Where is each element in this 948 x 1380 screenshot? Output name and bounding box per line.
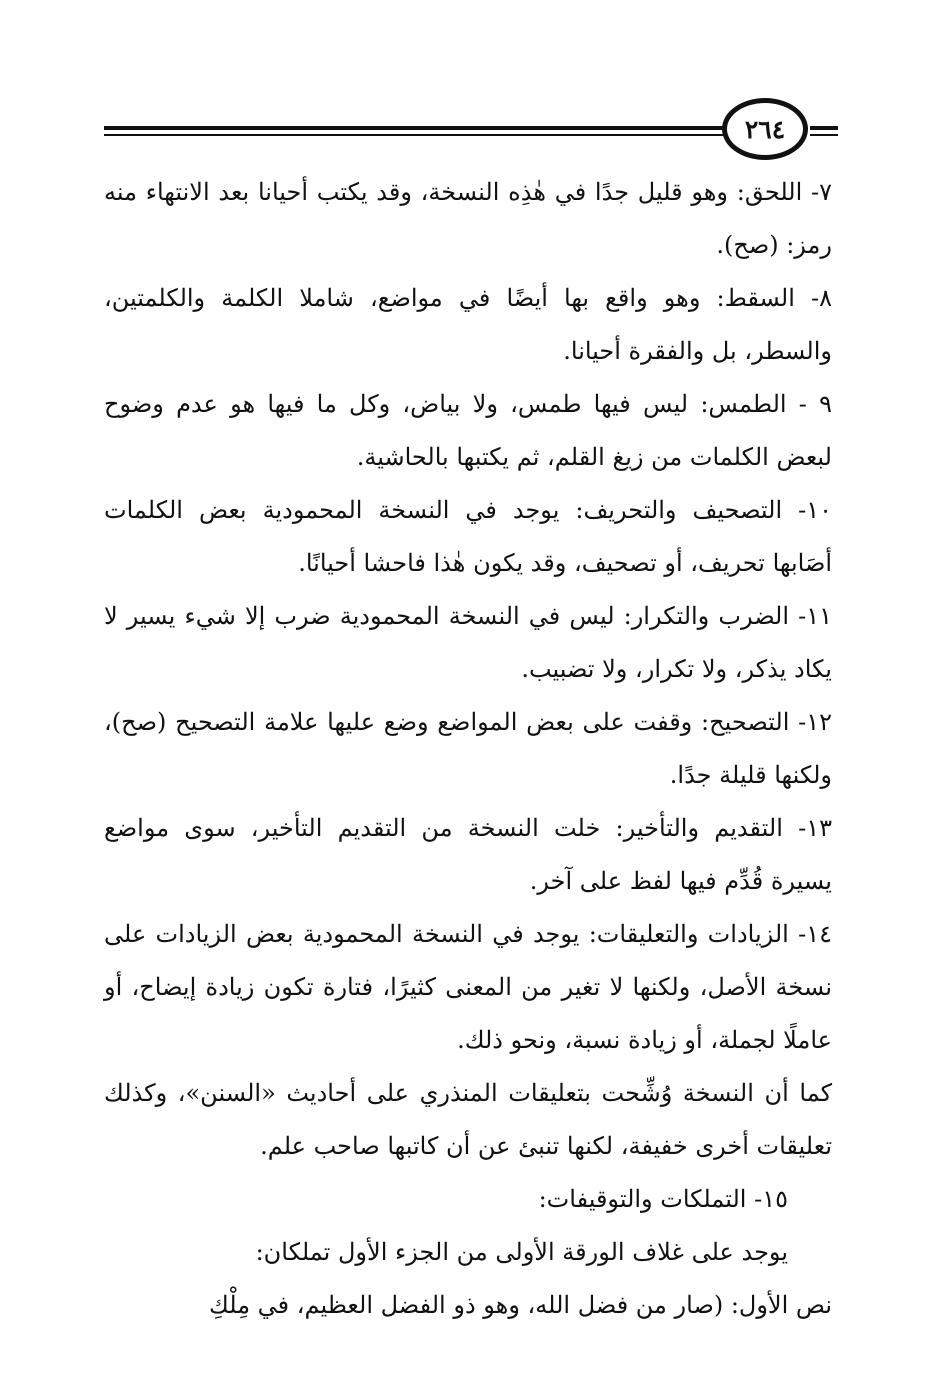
header-rule-thin xyxy=(104,134,726,136)
paragraph-item-10: ١٠- التصحيف والتحريف: يوجد في النسخة المحمودية بعض الكلمات أصَابها تحريف، أو تصحيف، وقد يكون هٰذا فاحشا أحيانًا. xyxy=(104,496,832,577)
paragraph-item-13: ١٣- التقديم والتأخير: خلت النسخة من التقديم التأخير، سوى مواضع يسيرة قُدِّم فيها لفظ على آخر. xyxy=(104,814,832,895)
header-rule-right-thick xyxy=(810,126,838,130)
page-body-text xyxy=(104,166,832,1332)
paragraph-commentary: كما أن النسخة وُشِّحت بتعليقات المنذري على أحاديث «السنن»، وكذلك تعليقات أخرى خفيفة، لكنها تنبئ عن أن كاتبها صاحب علم. xyxy=(104,1079,832,1160)
paragraph-item-11: ١١- الضرب والتكرار: ليس في النسخة المحمودية ضرب إلا شيء يسير لا يكاد يذكر، ولا تكرار، ولا تضبيب. xyxy=(104,602,833,683)
paragraph-item-15: ١٥- التملكات والتوقيفات: xyxy=(538,1185,788,1213)
paragraph-item-9: ٩ - الطمس: ليس فيها طمس، ولا بياض، وكل ما فيها هو عدم وضوح لبعض الكلمات من زيغ القلم، ثم يكتبها بالحاشية. xyxy=(104,390,832,471)
paragraph-item-14: ١٤- الزيادات والتعليقات: يوجد في النسخة المحمودية بعض الزيادات على نسخة الأصل، ولكنها لا تغير من المعنى كثيرًا، فتارة تكون زيادة إيضاح، أو عاملًا لجملة، أو زيادة نسبة، ونحو ذلك. xyxy=(104,920,832,1054)
paragraph-item-8: ٨- السقط: وهو واقع بها أيضًا في مواضع، شاملا الكلمة والكلمتين، والسطر، بل والفقرة أحيانا. xyxy=(104,284,832,365)
paragraph-item-12: ١٢- التصحيح: وقفت على بعض المواضع وضع عليها علامة التصحيح (صح)، ولكنها قليلة جدًا. xyxy=(104,708,832,789)
header-rule-thick xyxy=(104,126,726,130)
header-rule-right-thin xyxy=(810,134,838,136)
page-header xyxy=(104,98,838,168)
paragraph-ownership-intro: يوجد على غلاف الورقة الأولى من الجزء الأول تملكان: xyxy=(255,1238,788,1266)
page-number: ٢٦٤ xyxy=(722,98,808,160)
paragraph-item-7: ٧- اللحق: وهو قليل جدًا في هٰذِه النسخة، وقد يكتب أحيانا بعد الانتهاء منه رمز: (صح). xyxy=(104,178,832,259)
paragraph-ownership-first: نص الأول: (صار من فضل الله، وهو ذو الفضل العظيم، في مِلْكِ xyxy=(209,1291,832,1319)
